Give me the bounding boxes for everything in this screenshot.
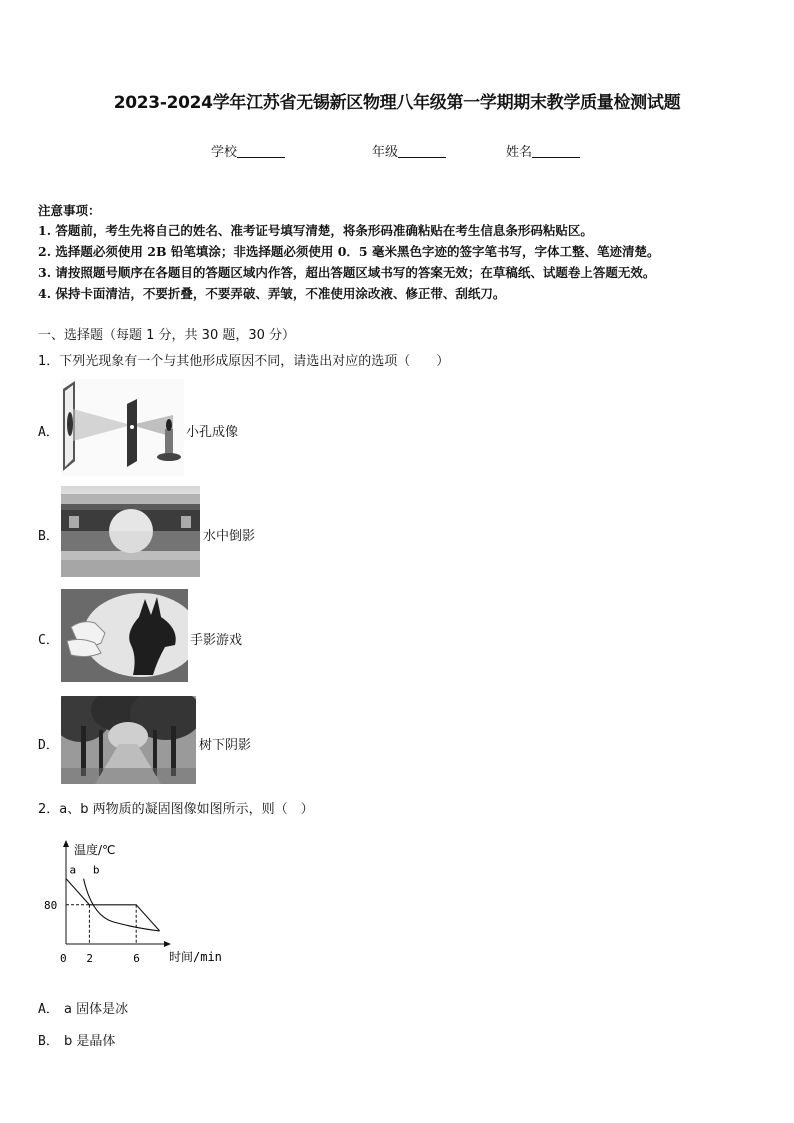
q1-option-c-text: 手影游戏	[190, 633, 243, 648]
q1-option-a-text: 小孔成像	[186, 425, 239, 440]
chart-plot	[44, 863, 160, 965]
page-title: 2023-2024学年江苏省无锡新区物理八年级第一学期期末教学质量检测试题	[113, 93, 681, 113]
q2-option-a-label[interactable]: A．	[38, 1002, 59, 1017]
notice-item-2: 2. 选择题必须使用 2B 铅笔填涂；非选择题必须使用 0．5 毫米黑色字迹的签字笔书写，字体工整、笔迹清楚。	[38, 244, 660, 259]
q2-stem: 2．a、b 两物质的凝固图像如图所示，则（ ）	[38, 802, 314, 817]
x-tick-label-6: 6	[133, 952, 140, 965]
notice-item-1: 1. 答题前，考生先将自己的姓名、准考证号填写清楚，将条形码准确粘贴在考生信息条形码粘贴区。	[38, 223, 593, 238]
name-field	[506, 141, 580, 160]
q1-option-c-label[interactable]: C．	[38, 633, 59, 648]
q2-option-b-text: b 是晶体	[64, 1034, 116, 1049]
series-label-a: a	[69, 863, 77, 877]
tree-shade-illustration	[61, 696, 196, 784]
q1-option-d-text: 树下阴影	[199, 738, 252, 753]
q1-option-b-label[interactable]: B．	[38, 529, 59, 544]
chart-xlabel: 时间/min	[169, 950, 222, 964]
school-blank[interactable]	[237, 144, 285, 158]
notice-item-3: 3. 请按照题号顺序在各题目的答题区域内作答，超出答题区域书写的答案无效；在草稿纸、试题卷上答题无效。	[38, 265, 656, 280]
notice-item-4: 4. 保持卡面清洁，不要折叠，不要弄破、弄皱，不准使用涂改液、修正带、刮纸刀。	[38, 286, 506, 301]
x-tick-label-0: 0	[60, 952, 67, 965]
pinhole-illustration	[61, 379, 184, 476]
q1-stem: 1．下列光现象有一个与其他形成原因不同，请选出对应的选项（ ）	[38, 354, 450, 369]
school-field	[211, 141, 285, 160]
name-label: 姓名	[506, 145, 533, 160]
bridge-image	[61, 486, 200, 577]
x-axis-arrow	[164, 941, 171, 947]
q1-option-b-text: 水中倒影	[203, 529, 256, 544]
y-tick-label-80: 80	[44, 898, 58, 912]
tree-shade-image	[61, 696, 196, 784]
section-heading: 一、选择题（每题 1 分，共 30 题，30 分）	[38, 328, 296, 343]
q1-option-a-label[interactable]: A．	[38, 425, 59, 440]
series-label-b: b	[92, 863, 100, 877]
solidification-chart	[38, 836, 238, 971]
y-axis-arrow	[63, 840, 69, 847]
grade-label: 年级	[372, 145, 399, 160]
grade-field	[372, 141, 446, 160]
hand-shadow-illustration	[61, 589, 188, 682]
x-tick-label-2: 2	[86, 952, 94, 965]
hand-shadow-image	[61, 589, 188, 682]
notice-heading: 注意事项：	[38, 203, 101, 218]
q2-option-a-text: a 固体是冰	[64, 1002, 129, 1017]
chart-ylabel: 温度/℃	[74, 843, 116, 857]
q1-option-d-label[interactable]: D．	[38, 738, 59, 753]
pinhole-image	[61, 379, 184, 476]
bridge-illustration	[61, 486, 200, 577]
series-line-a	[66, 879, 160, 931]
school-label: 学校	[211, 145, 238, 160]
grade-blank[interactable]	[398, 144, 446, 158]
name-blank[interactable]	[532, 144, 580, 158]
q2-option-b-label[interactable]: B．	[38, 1034, 59, 1049]
